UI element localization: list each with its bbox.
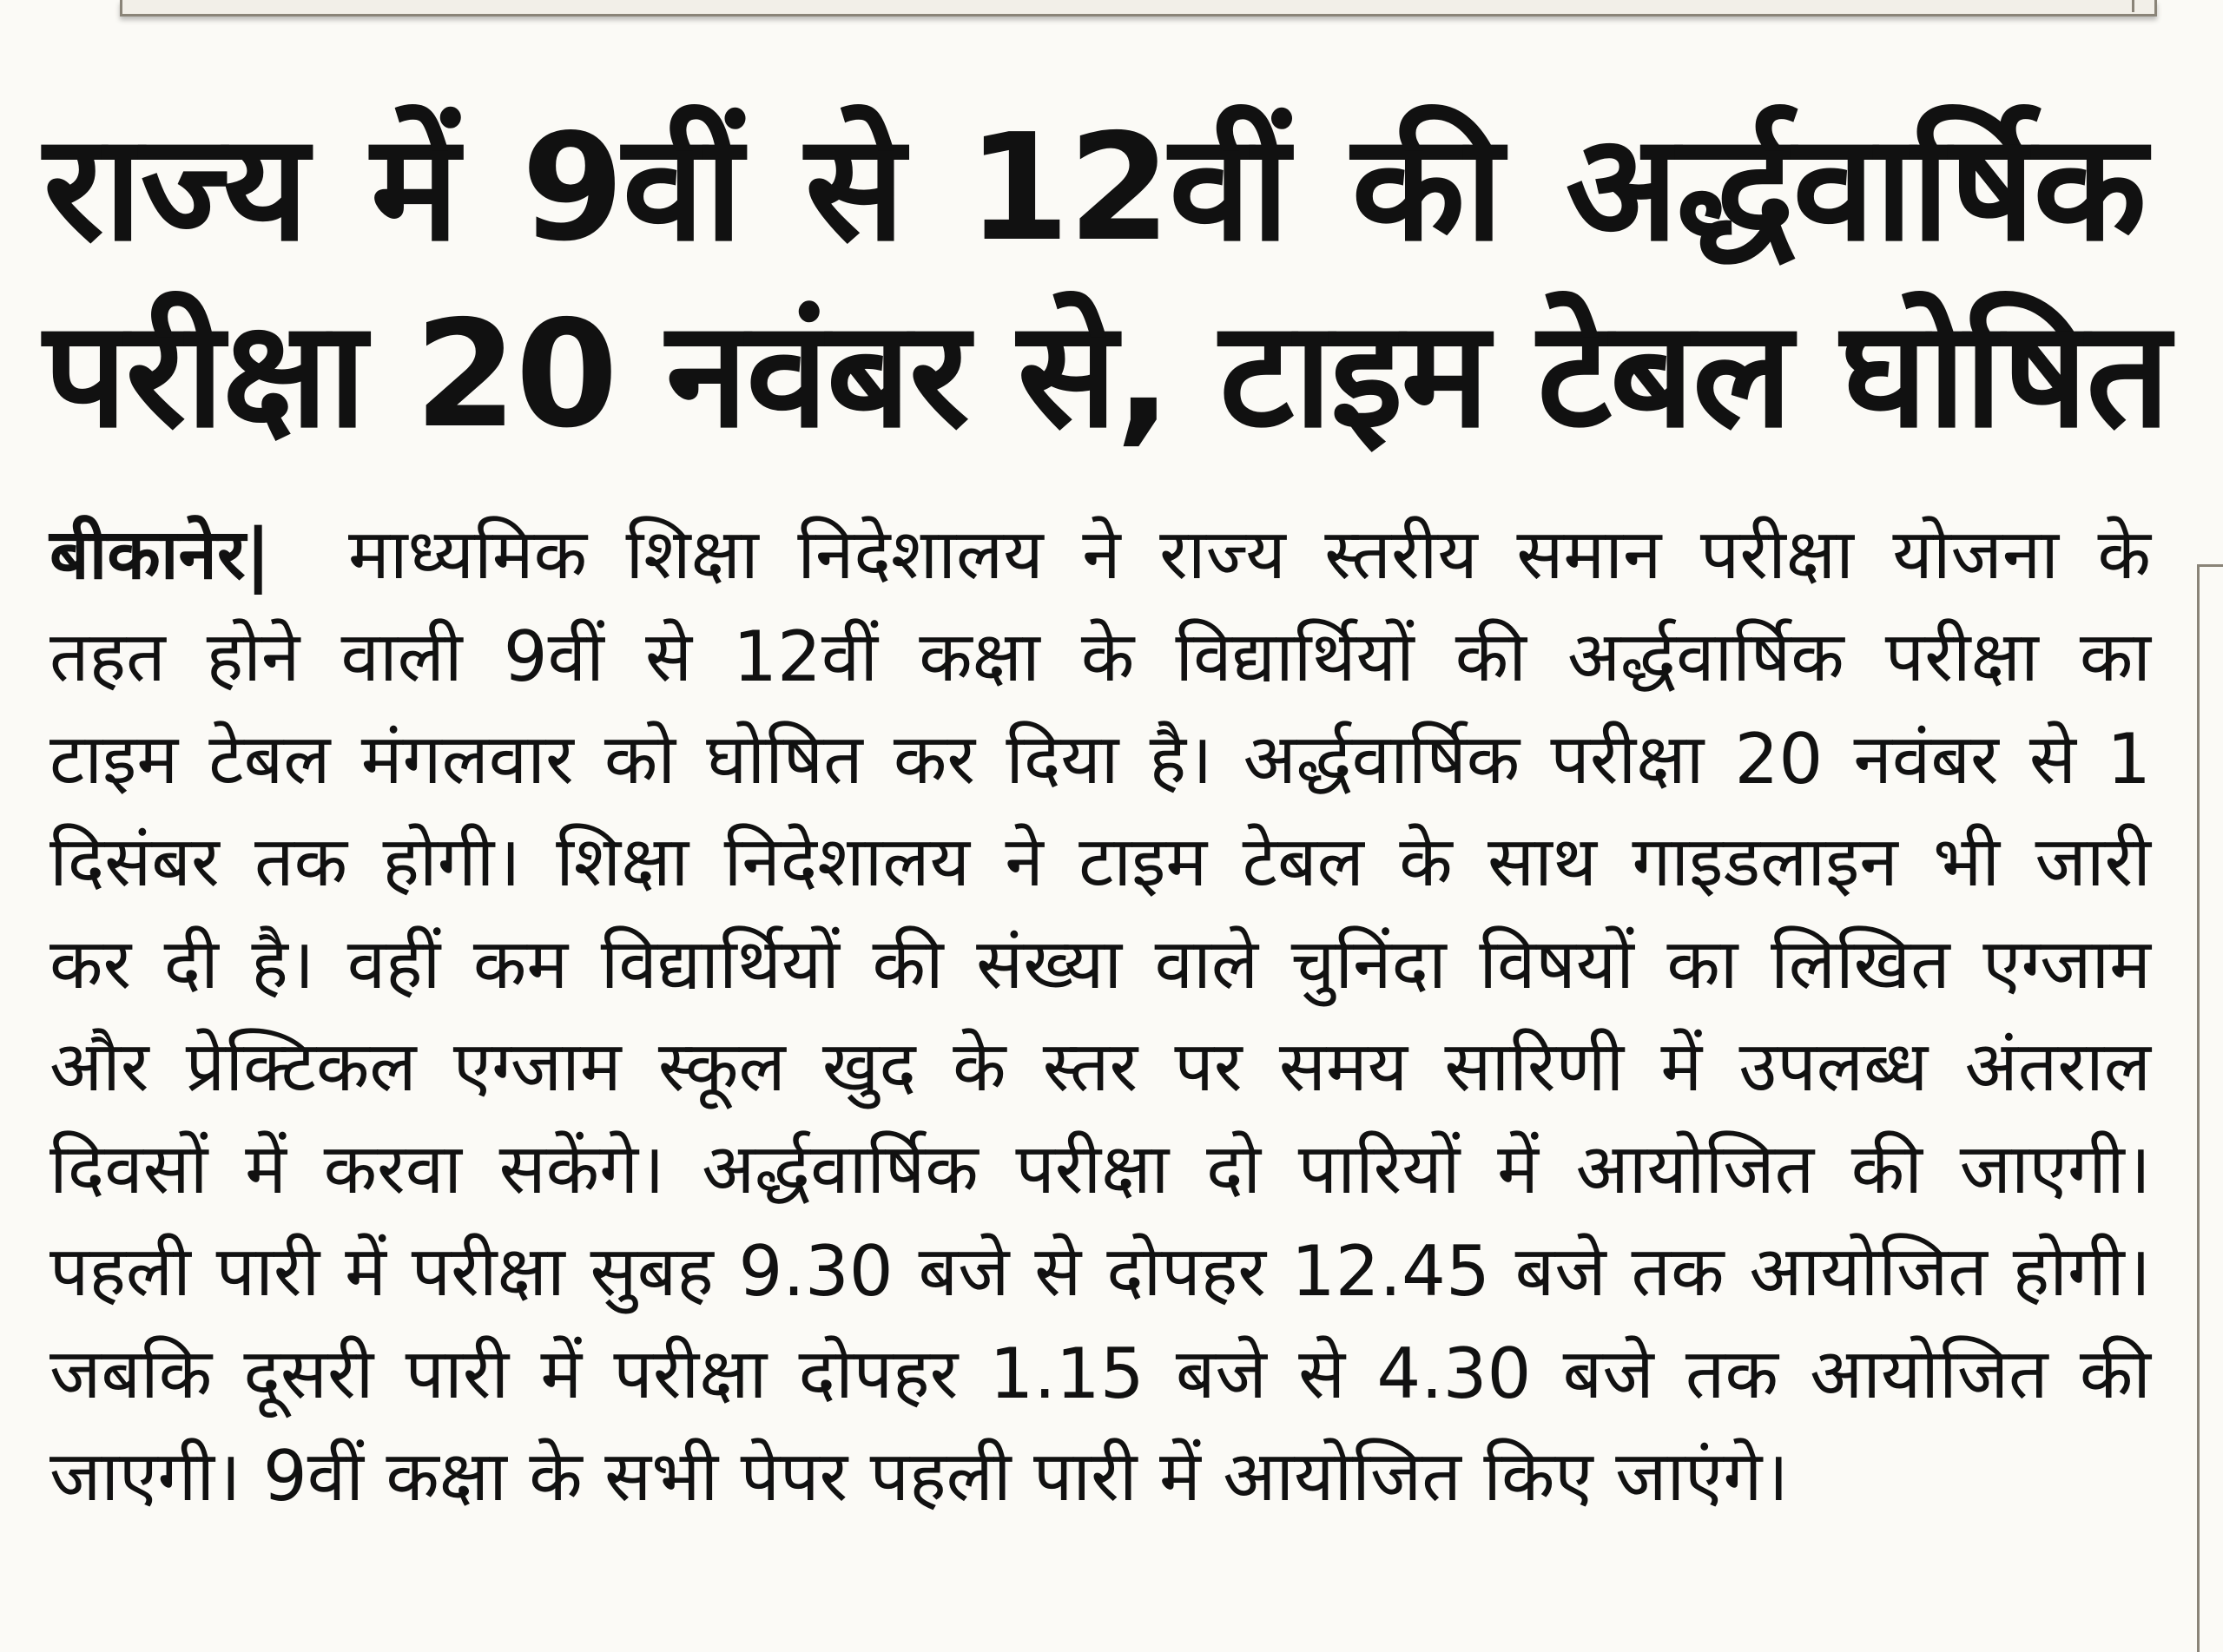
body-line-2: तहत होने वाली 9वीं से 12वीं कक्षा के विद्यार्थियों की अर्द्धवार्षिक परीक्षा का: [49, 616, 2151, 697]
body-line-8: पहली पारी में परीक्षा सुबह 9.30 बजे से दोपहर 12.45 बजे तक आयोजित होगी।: [49, 1231, 2151, 1312]
body-line-5: कर दी है। वहीं कम विद्यार्थियों की संख्या वाले चुनिंदा विषयों का लिखित एग्जाम: [49, 924, 2151, 1004]
body-line-6: और प्रेक्टिकल एग्जाम स्कूल खुद के स्तर पर समय सारिणी में उपलब्ध अंतराल: [49, 1026, 2151, 1107]
body-line-7: दिवसों में करवा सकेंगे। अर्द्धवार्षिक परीक्षा दो पारियों में आयोजित की जाएगी।: [49, 1129, 2151, 1209]
adjacent-article-frame-top: [120, 0, 2157, 16]
headline-line-2: परीक्षा 20 नवंबर से, टाइम टेबल घोषित: [43, 289, 2169, 461]
body-line-10: जाएगी। 9वीं कक्षा के सभी पेपर पहली पारी में आयोजित किए जाएंगे।: [49, 1436, 1789, 1517]
headline: [43, 95, 2169, 469]
adjacent-article-frame-right: [2197, 564, 2223, 1652]
body-line-1: [49, 503, 2151, 606]
dateline: बीकानेर|: [49, 514, 271, 595]
article-body: [49, 503, 2151, 1528]
headline-line-1: राज्य में 9वीं से 12वीं की अर्द्धवार्षिक: [43, 102, 2145, 274]
body-line-3: टाइम टेबल मंगलवार को घोषित कर दिया है। अर्द्धवार्षिक परीक्षा 20 नवंबर से 1: [49, 719, 2151, 800]
frame-divider: [2132, 0, 2154, 12]
body-line-9: जबकि दूसरी पारी में परीक्षा दोपहर 1.15 बजे से 4.30 बजे तक आयोजित की: [49, 1333, 2151, 1414]
body-line-4: दिसंबर तक होगी। शिक्षा निदेशालय ने टाइम टेबल के साथ गाइडलाइन भी जारी: [49, 821, 2151, 902]
body-line-1-text: माध्यमिक शिक्षा निदेशालय ने राज्य स्तरीय समान परीक्षा योजना के: [347, 514, 2151, 595]
